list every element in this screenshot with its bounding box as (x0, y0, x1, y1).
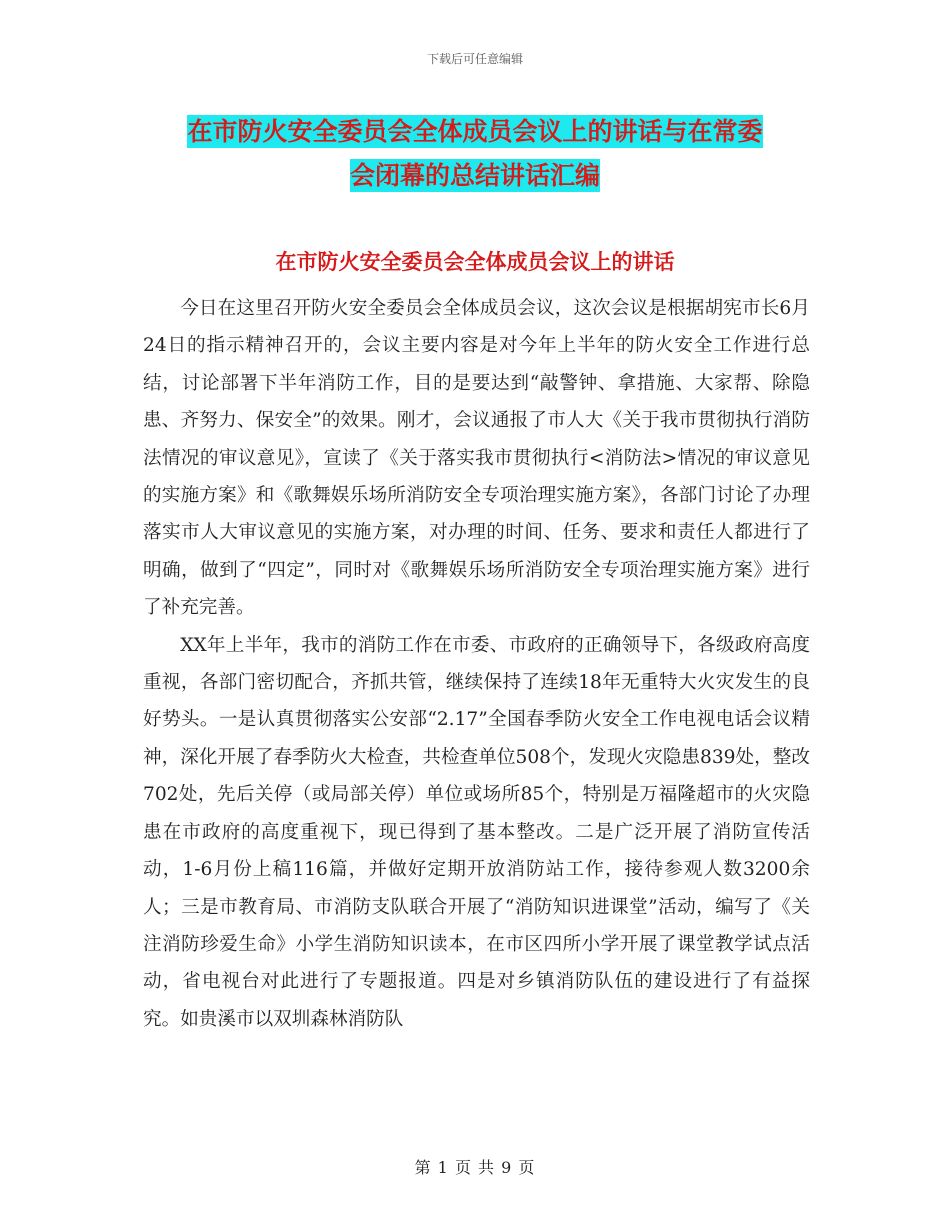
section-title: 在市防火安全委员会全体成员会议上的讲话 (275, 250, 675, 274)
document-title (140, 110, 810, 198)
document-title-line-2: 会闭幕的总结讲话汇编 (349, 161, 600, 190)
document-title-line-1: 在市防火安全委员会全体成员会议上的讲话与在常委 (187, 117, 763, 146)
paragraph-2: XX年上半年，我市的消防工作在市委、市政府的正确领导下，各级政府高度重视，各部门密切配合，齐抓共管，继续保持了连续18年无重特大火灾发生的良好势头。一是认真贯彻落实公安部“2.17”全国春季防火安全工作电视电话会议精神，深化开展了春季防火大检查，共检查单位508个，发现火灾隐患839处，整改702处，先后关停（或局部关停）单位或场所85个，特别是万福隆超市的火灾隐患在市政府的高度重视下，现已得到了基本整改。二是广泛开展了消防宣传活动，1-6月份上稿116篇，并做好定期开放消防站工作，接待参观人数3200余人；三是市教育局、市消防支队联合开展了“消防知识进课堂”活动，编写了《关注消防珍爱生命》小学生消防知识读本，在市区四所小学开展了课堂教学试点活动，省电视台对此进行了专题报道。四是对乡镇消防队伍的建设进行了有益探究。如贵溪市以双圳森林消防队 (143, 634, 810, 1030)
paragraph-1: 今日在这里召开防火安全委员会全体成员会议，这次会议是根据胡宪市长6月24日的指示精神召开的，会议主要内容是对今年上半年的防火安全工作进行总结，讨论部署下半年消防工作，目的是要达到“敲警钟、拿措施、大家帮、除隐患、齐努力、保安全”的效果。刚才，会议通报了市人大《关于我市贯彻执行消防法情况的审议意见》，宣读了《关于落实我市贯彻执行<消防法>情况的审议意见的实施方案》和《歌舞娱乐场所消防安全专项治理实施方案》，各部门讨论了办理落实市人大审议意见的实施方案，对办理的时间、任务、要求和责任人都进行了明确，做到了“四定”，同时对《歌舞娱乐场所消防安全专项治理实施方案》进行了补充完善。 (143, 298, 810, 619)
header-note: 下载后可任意编辑 (426, 52, 523, 66)
document-body (143, 290, 810, 1038)
page-indicator: 第 1 页 共 9 页 (414, 1158, 536, 1177)
